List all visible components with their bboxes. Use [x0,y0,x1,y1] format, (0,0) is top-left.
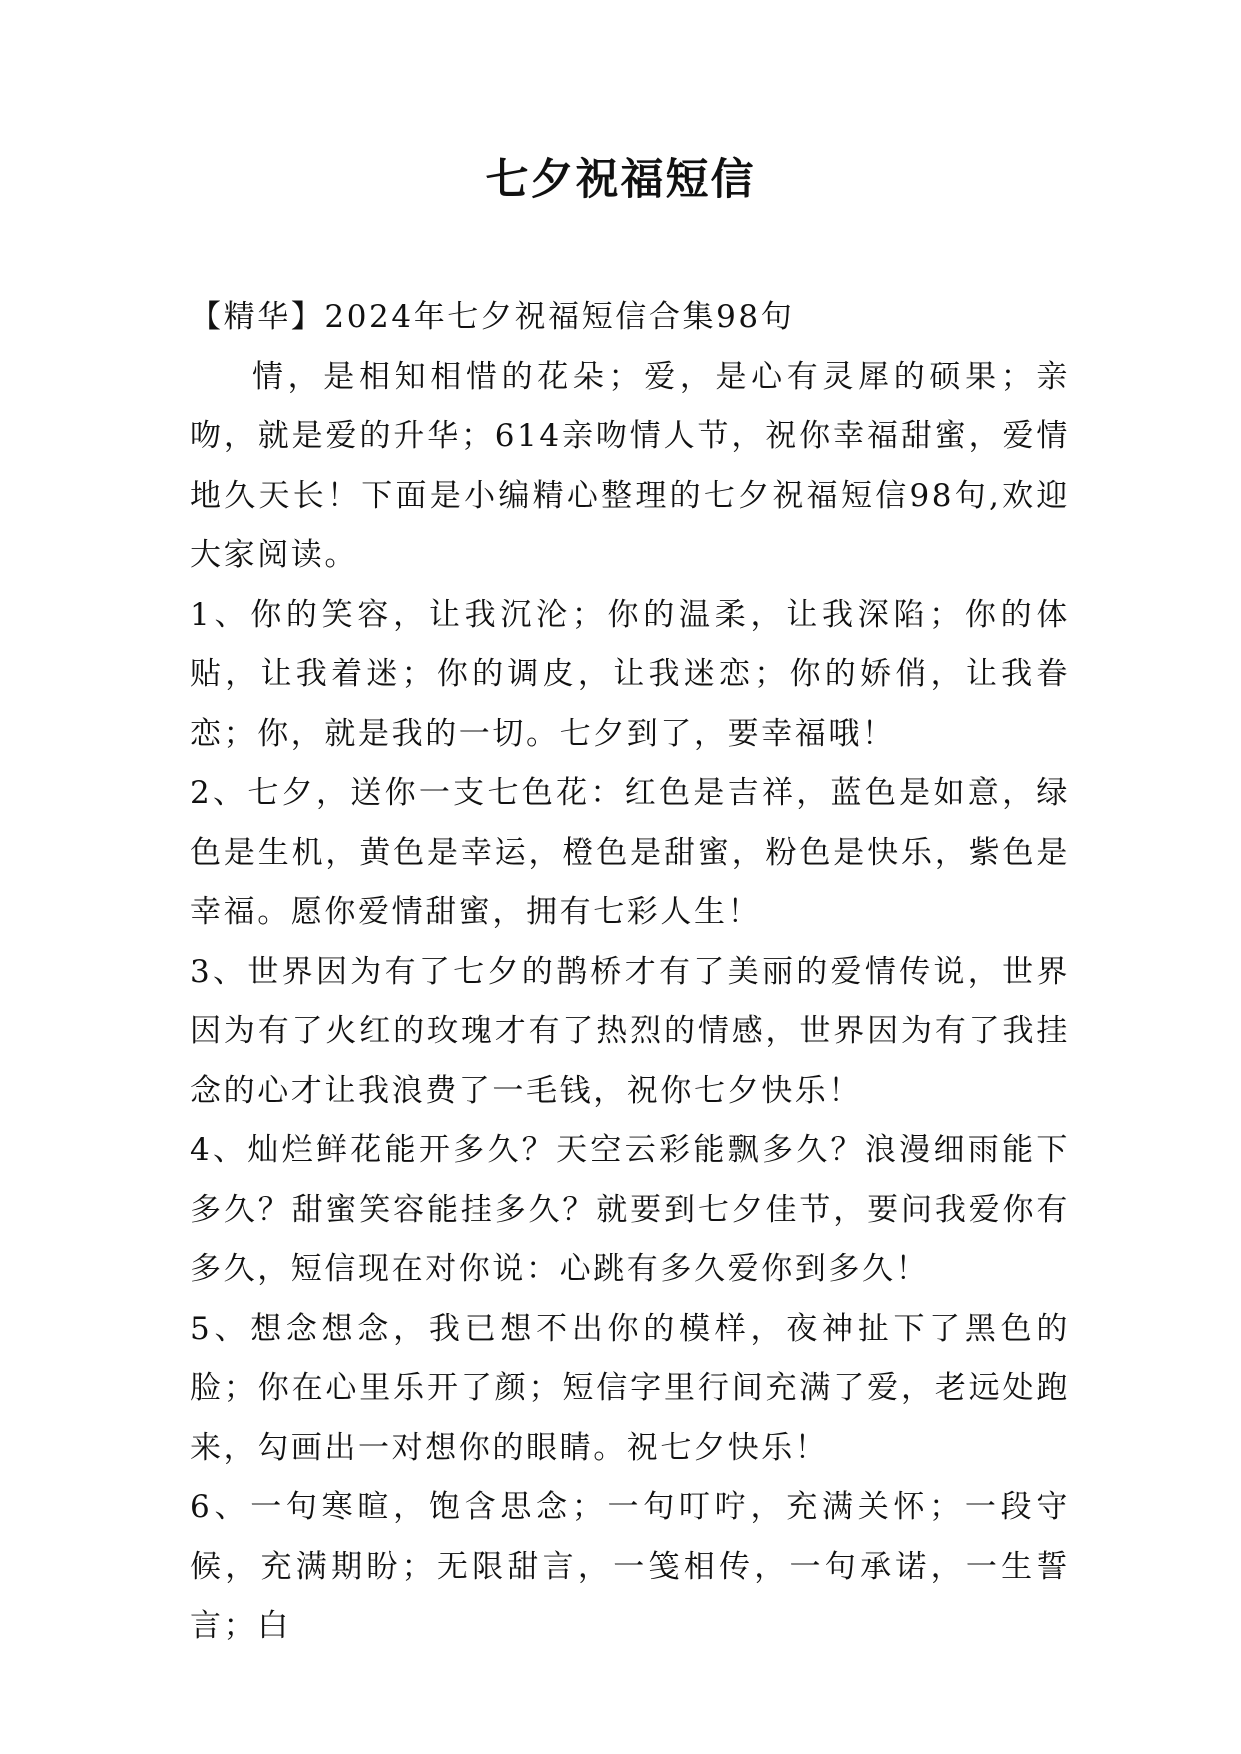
document-title: 七夕祝福短信 [485,155,756,205]
document-body [190,288,1070,1657]
list-item: 1、你的笑容，让我沉沦；你的温柔，让我深陷；你的体贴，让我着迷；你的调皮，让我迷恋；你的娇俏，让我眷恋；你，就是我的一切。七夕到了，要幸福哦！ [190,596,1070,752]
list-item: 6、一句寒暄，饱含思念；一句叮咛，充满关怀；一段守候，充满期盼；无限甜言，一笺相传，一句承诺，一生誓言；白 [190,1489,1070,1644]
list-item: 3、世界因为有了七夕的鹊桥才有了美丽的爱情传说，世界因为有了火红的玫瑰才有了热烈的情感，世界因为有了我挂念的心才让我浪费了一毛钱，祝你七夕快乐！ [190,953,1070,1109]
document-subtitle: 【精华】2024年七夕祝福短信合集98句 [190,299,795,335]
intro-paragraph: 情，是相知相惜的花朵；爱，是心有灵犀的硕果；亲吻，就是爱的升华；614亲吻情人节，祝你幸福甜蜜，爱情地久天长！下面是小编精心整理的七夕祝福短信98句,欢迎大家阅读。 [190,358,1070,573]
list-item: 4、灿烂鲜花能开多久？天空云彩能飘多久？浪漫细雨能下多久？甜蜜笑容能挂多久？就要到七夕佳节，要问我爱你有多久，短信现在对你说：心跳有多久爱你到多久！ [190,1132,1070,1287]
list-item: 5、想念想念，我已想不出你的模样，夜神扯下了黑色的脸；你在心里乐开了颜；短信字里行间充满了爱，老远处跑来，勾画出一对想你的眼睛。祝七夕快乐！ [190,1310,1070,1466]
list-item: 2、七夕，送你一支七色花：红色是吉祥，蓝色是如意，绿色是生机，黄色是幸运，橙色是甜蜜，粉色是快乐，紫色是幸福。愿你爱情甜蜜，拥有七彩人生！ [190,775,1070,930]
